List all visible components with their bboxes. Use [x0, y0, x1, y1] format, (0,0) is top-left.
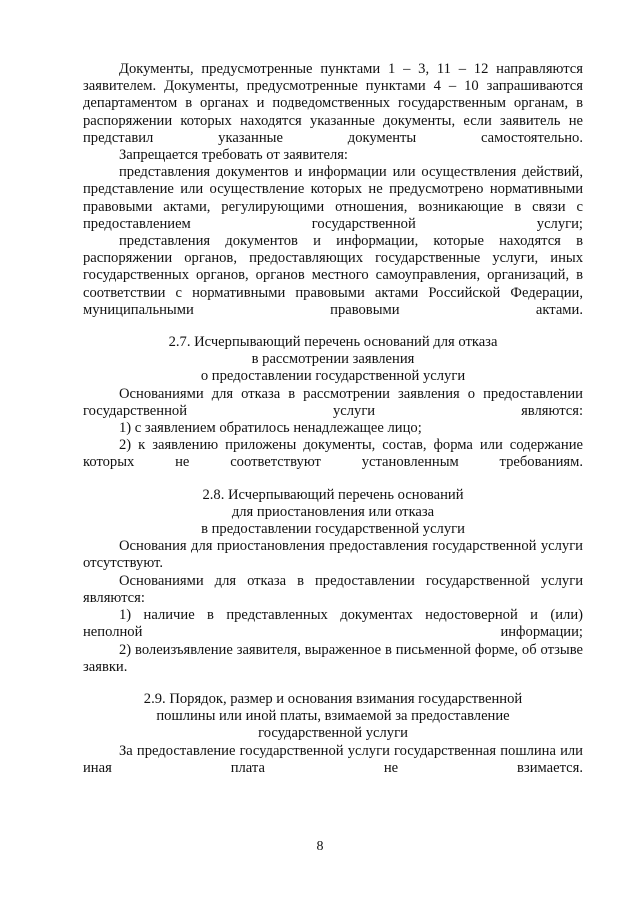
paragraph-prohibited-item-2: представления документов и информации, которые находятся в распоряжении органов, предоставляющих государственные услуги, иных государственных органов, органов местного самоуправления, организаций, в соответствии с нормативными правовыми актами Российской Федерации, муниципальными правовыми актами.: [83, 233, 583, 318]
paragraph-denial-grounds-intro: Основаниями для отказа в предоставлении государственной услуги являются:: [83, 572, 583, 606]
paragraph-denial-ground-1: 1) наличие в представленных документах недостоверной и (или) неполной информации;: [83, 607, 583, 641]
paragraph-suspension-grounds: Основания для приостановления предоставления государственной услуги отсутствуют.: [83, 538, 583, 572]
document-body: [83, 61, 583, 777]
paragraph-documents-submission: Документы, предусмотренные пунктами 1 – 3, 11 – 12 направляются заявителем. Документы, предусмотренные пунктами 4 – 10 запрашиваются департаментом в органах и подведомственных государственным органам, в распоряжении которых находятся указанные документы, если заявитель не представил указанные документы самостоятельно.: [83, 61, 583, 146]
section-heading-2-8: 2.8. Исчерпывающий перечень оснований для приостановления или отказа в предоставлении государственной услуги: [201, 486, 465, 538]
paragraph-state-fee: За предоставление государственной услуги государственная пошлина или иная плата не взимается.: [83, 742, 583, 776]
paragraph-refusal-ground-2: 2) к заявлению приложены документы, состав, форма или содержание которых не соответствуют установленным требованиям.: [83, 437, 583, 471]
paragraph-prohibited-item-1: представления документов и информации или осуществления действий, представление или осуществление которых не предусмотрено нормативными правовыми актами, регулирующими отношения, возникающие в связи с предоставлением государственной услуги;: [83, 164, 584, 232]
section-heading-2-7: 2.7. Исчерпывающий перечень оснований для отказа в рассмотрении заявления о предоставлении государственной услуги: [168, 334, 498, 385]
paragraph-prohibited-intro: Запрещается требовать от заявителя:: [119, 147, 348, 164]
paragraph-refusal-ground-1: 1) с заявлением обратилось ненадлежащее лицо;: [119, 420, 422, 437]
paragraph-refusal-grounds-intro: Основаниями для отказа в рассмотрении заявления о предоставлении государственной услуги являются:: [83, 385, 583, 419]
page-number: 8: [316, 839, 324, 854]
paragraph-denial-ground-2: 2) волеизъявление заявителя, выраженное в письменной форме, об отзыве заявки.: [83, 641, 583, 675]
section-heading-2-9: 2.9. Порядок, размер и основания взимания государственной пошлины или иной платы, взимаемой за предоставление государственной услуги: [143, 690, 523, 742]
